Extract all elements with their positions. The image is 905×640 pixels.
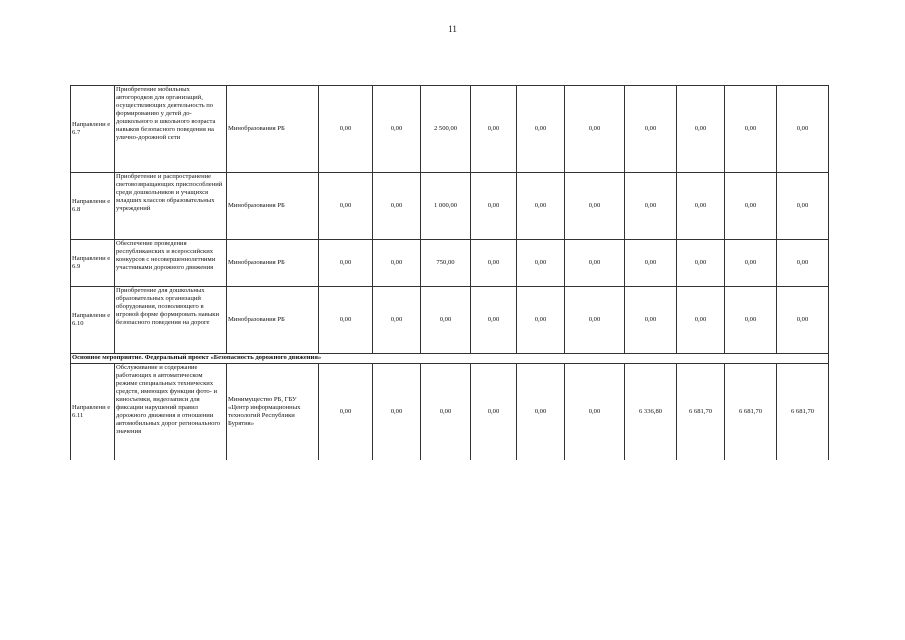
row-description-text: Обслуживание и содержание работающих в автоматическом режиме специальных технических средств, имеющих функции фото- и киносъемки, видеозаписи для фиксации нарушений правил дорожного движения в отношении автомобильных дорог регионального значения	[116, 364, 221, 436]
value-cell: 1 000,00	[421, 173, 471, 240]
value-cell: 0,00	[677, 287, 725, 354]
value-cell: 0,00	[517, 173, 565, 240]
value-cell: 6 681,70	[725, 364, 777, 461]
row-description-text: Приобретение для дошкольных образовательных организаций оборудования, позволяющего в игровой форме формировать навыки безопасного поведения на дороге	[116, 287, 219, 327]
table-row	[71, 240, 829, 287]
value-cell: 0,00	[373, 287, 421, 354]
row-description	[115, 173, 227, 240]
value-cell: 0,00	[625, 173, 677, 240]
row-responsible: Минобразования РБ	[227, 240, 319, 287]
value-cell: 0,00	[471, 287, 517, 354]
table-row	[71, 86, 829, 173]
row-description	[115, 240, 227, 287]
value-cell: 0,00	[677, 173, 725, 240]
row-description	[115, 364, 227, 461]
value-cell: 0,00	[373, 364, 421, 461]
value-cell: 0,00	[677, 86, 725, 173]
row-description	[115, 287, 227, 354]
value-cell: 0,00	[565, 173, 625, 240]
value-cell: 0,00	[319, 364, 373, 461]
value-cell: 0,00	[725, 240, 777, 287]
value-cell: 0,00	[373, 86, 421, 173]
value-cell: 0,00	[777, 173, 829, 240]
value-cell: 0,00	[725, 287, 777, 354]
value-cell: 0,00	[471, 173, 517, 240]
value-cell: 0,00	[565, 86, 625, 173]
value-cell: 0,00	[471, 240, 517, 287]
value-cell: 6 681,70	[777, 364, 829, 461]
value-cell: 0,00	[677, 240, 725, 287]
value-cell: 6 681,70	[677, 364, 725, 461]
value-cell: 0,00	[725, 173, 777, 240]
row-responsible: Минобразования РБ	[227, 86, 319, 173]
table-row	[71, 364, 829, 461]
row-description-text: Приобретение мобильных автогородков для организаций, осуществляющих деятельность по формированию у детей до-дошкольного и школьного возраста навыков безопасного поведения на улично-дорожной сети	[116, 86, 216, 142]
value-cell: 0,00	[625, 287, 677, 354]
value-cell: 0,00	[373, 240, 421, 287]
value-cell: 0,00	[565, 287, 625, 354]
value-cell: 0,00	[777, 287, 829, 354]
value-cell: 0,00	[625, 240, 677, 287]
row-code: Направлени е 6.7	[71, 86, 115, 173]
row-code: Направлени е 6.9	[71, 240, 115, 287]
value-cell: 750,00	[421, 240, 471, 287]
value-cell: 0,00	[777, 86, 829, 173]
row-description	[115, 86, 227, 173]
value-cell: 2 500,00	[421, 86, 471, 173]
row-description-text: Приобретение и распространение световозвращающих приспособлений среди дошкольников и учащихся младших классов образовательных учреждений	[116, 173, 223, 213]
value-cell: 0,00	[471, 364, 517, 461]
value-cell: 0,00	[373, 173, 421, 240]
program-table	[70, 85, 829, 460]
row-responsible: Минимущество РБ, ГБУ «Центр информационных технологий Республики Бурятия»	[227, 364, 319, 461]
value-cell: 6 336,80	[625, 364, 677, 461]
value-cell: 0,00	[319, 287, 373, 354]
value-cell: 0,00	[421, 287, 471, 354]
table-row	[71, 287, 829, 354]
value-cell: 0,00	[517, 240, 565, 287]
value-cell: 0,00	[565, 364, 625, 461]
table-row	[71, 173, 829, 240]
value-cell: 0,00	[421, 364, 471, 461]
row-description-text: Обеспечение проведения республиканских и всероссийских конкурсов с несовершеннолетними участниками дорожного движения	[116, 240, 216, 272]
value-cell: 0,00	[319, 240, 373, 287]
row-code: Направлени е 6.10	[71, 287, 115, 354]
value-cell: 0,00	[625, 86, 677, 173]
row-code: Направлени е 6.8	[71, 173, 115, 240]
row-responsible: Минобразования РБ	[227, 287, 319, 354]
page-number: 11	[448, 24, 457, 34]
row-responsible: Минобразования РБ	[227, 173, 319, 240]
value-cell: 0,00	[319, 173, 373, 240]
value-cell: 0,00	[565, 240, 625, 287]
value-cell: 0,00	[471, 86, 517, 173]
value-cell: 0,00	[517, 287, 565, 354]
value-cell: 0,00	[725, 86, 777, 173]
value-cell: 0,00	[777, 240, 829, 287]
row-code: Направлени е 6.11	[71, 364, 115, 461]
section-title: Основное мероприятие. Федеральный проект «Безопасность дорожного движения»	[71, 354, 829, 364]
value-cell: 0,00	[319, 86, 373, 173]
value-cell: 0,00	[517, 364, 565, 461]
section-header-row	[71, 354, 829, 364]
value-cell: 0,00	[517, 86, 565, 173]
